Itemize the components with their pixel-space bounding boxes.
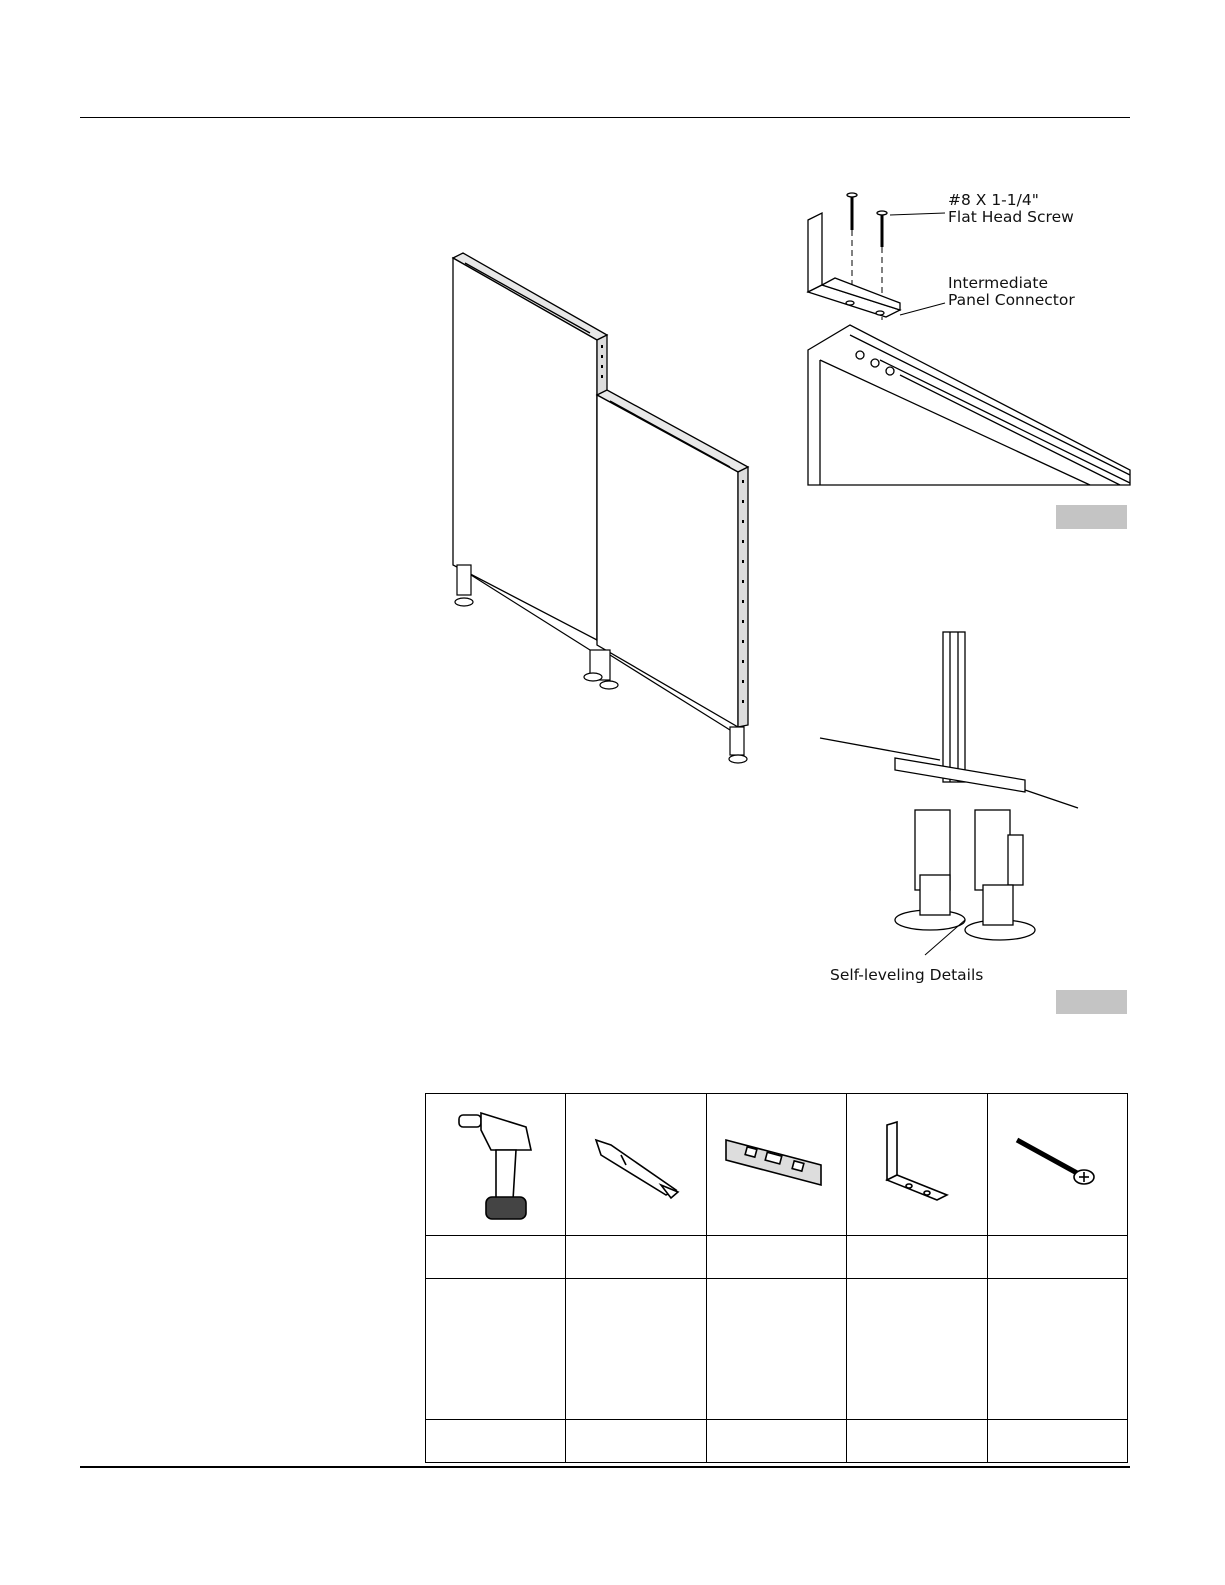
level-icon	[721, 1130, 831, 1200]
self-leveling-illustration	[815, 630, 1090, 990]
screwdriver-bit-icon	[586, 1130, 686, 1200]
drill-icon	[451, 1105, 541, 1225]
screw-icon	[1012, 1135, 1102, 1195]
header-rule	[80, 117, 1130, 118]
parts-image-cell	[847, 1094, 987, 1236]
parts-label-cell	[847, 1236, 987, 1279]
parts-quantity-cell	[706, 1420, 846, 1463]
panel-assembly-illustration	[430, 245, 770, 785]
self-leveling-label: Self-leveling Details	[830, 966, 984, 984]
parts-label-cell	[987, 1236, 1127, 1279]
parts-image-cell	[987, 1094, 1127, 1236]
parts-description-cell	[987, 1279, 1127, 1420]
parts-image-cell	[426, 1094, 566, 1236]
connector-label-line2: Panel Connector	[948, 291, 1075, 309]
figure-badge-2	[1056, 990, 1127, 1014]
parts-quantity-cell	[426, 1420, 566, 1463]
parts-quantity-cell	[847, 1420, 987, 1463]
parts-image-cell	[566, 1094, 706, 1236]
parts-quantity-cell	[566, 1420, 706, 1463]
parts-label-cell	[706, 1236, 846, 1279]
parts-label-cell	[566, 1236, 706, 1279]
parts-description-cell	[426, 1279, 566, 1420]
screw-name-label: Flat Head Screw	[948, 208, 1074, 226]
figure-badge-1	[1056, 505, 1127, 529]
screw-size-label: #8 X 1-1/4"	[948, 191, 1039, 209]
parts-label-cell	[426, 1236, 566, 1279]
connector-label-line1: Intermediate	[948, 274, 1049, 292]
parts-description-cell	[847, 1279, 987, 1420]
parts-description-cell	[706, 1279, 846, 1420]
parts-quantity-cell	[987, 1420, 1127, 1463]
parts-description-cell	[566, 1279, 706, 1420]
footer-rule	[80, 1466, 1130, 1468]
connector-detail-illustration	[800, 185, 1130, 490]
parts-table	[425, 1093, 1128, 1463]
parts-image-cell	[706, 1094, 846, 1236]
bracket-icon	[877, 1120, 957, 1210]
